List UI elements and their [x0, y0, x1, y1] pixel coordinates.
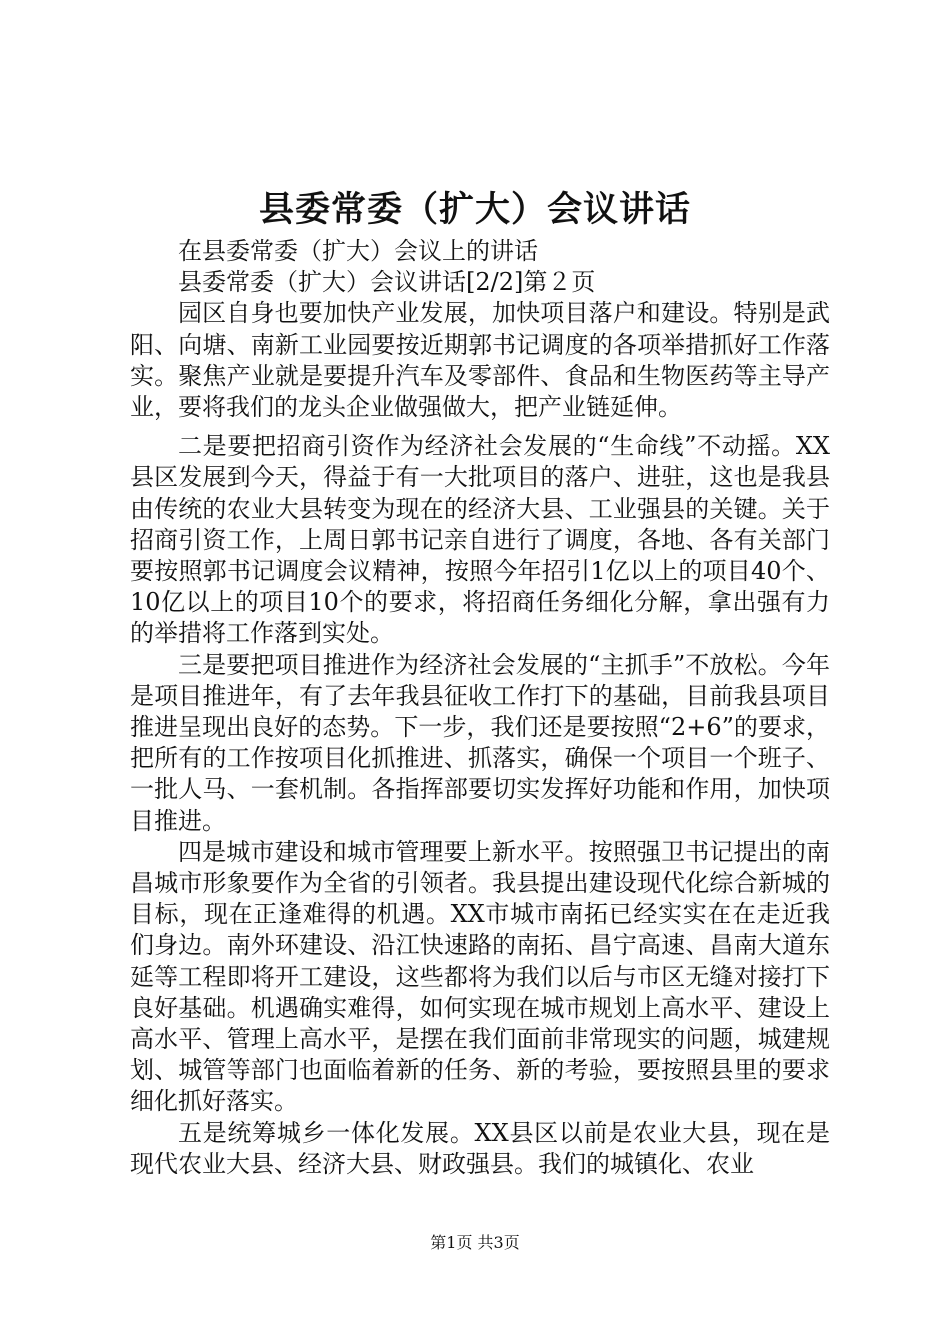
paragraph-1: 园区自身也要加快产业发展，加快项目落户和建设。特别是武阳、向塘、南新工业园要按近期郭书记调度的各项举措抓好工作落实。聚焦产业就是要提升汽车及零部件、食品和生物医药等主导产业，要将我们的龙头企业做强做大，把产业链延伸。 [130, 299, 830, 422]
page-footer: 第1页 共3页 [430, 1233, 520, 1252]
page-marker: 县委常委（扩大）会议讲话[2/2]第２页 [178, 268, 596, 297]
subtitle: 在县委常委（扩大）会议上的讲话 [178, 237, 538, 265]
paragraph-5: 五是统筹城乡一体化发展。XX县区以前是农业大县，现在是现代农业大县、经济大县、财政强县。我们的城镇化、农业 [130, 1118, 830, 1178]
paragraph-3: 三是要把项目推进作为经济社会发展的“主抓手”不放松。今年是项目推进年，有了去年我县征收工作打下的基础，目前我县项目推进呈现出良好的态势。下一步，我们还是要按照“2+6”的要求，把所有的工作按项目化抓推进、抓落实，确保一个项目一个班子、一批人马、一套机制。各指挥部要切实发挥好功能和作用，加快项目推进。 [130, 650, 830, 835]
paragraph-2: 二是要把招商引资作为经济社会发展的“生命线”不动摇。XX县区发展到今天，得益于有一大批项目的落户、进驻，这也是我县由传统的农业大县转变为现在的经济大县、工业强县的关键。关于招商引资工作，上周日郭书记亲自进行了调度，各地、各有关部门要按照郭书记调度会议精神，按照今年招引1亿以上的项目40个、10亿以上的项目10个的要求，将招商任务细化分解，拿出强有力的举措将工作落到实处。 [130, 432, 830, 648]
document-title: 县委常委（扩大）会议讲话 [258, 189, 691, 230]
document-body [130, 236, 830, 1180]
paragraph-4: 四是城市建设和城市管理要上新水平。按照强卫书记提出的南昌城市形象要作为全省的引领者。我县提出建设现代化综合新城的目标，现在正逢难得的机遇。XX市城市南拓已经实实在在走近我们身边。南外环建设、沿江快速路的南拓、昌宁高速、昌南大道东延等工程即将开工建设，这些都将为我们以后与市区无缝对接打下良好基础。机遇确实难得，如何实现在城市规划上高水平、建设上高水平、管理上高水平，是摆在我们面前非常现实的问题，城建规划、城管等部门也面临着新的任务、新的考验，要按照县里的要求细化抓好落实。 [130, 837, 830, 1116]
